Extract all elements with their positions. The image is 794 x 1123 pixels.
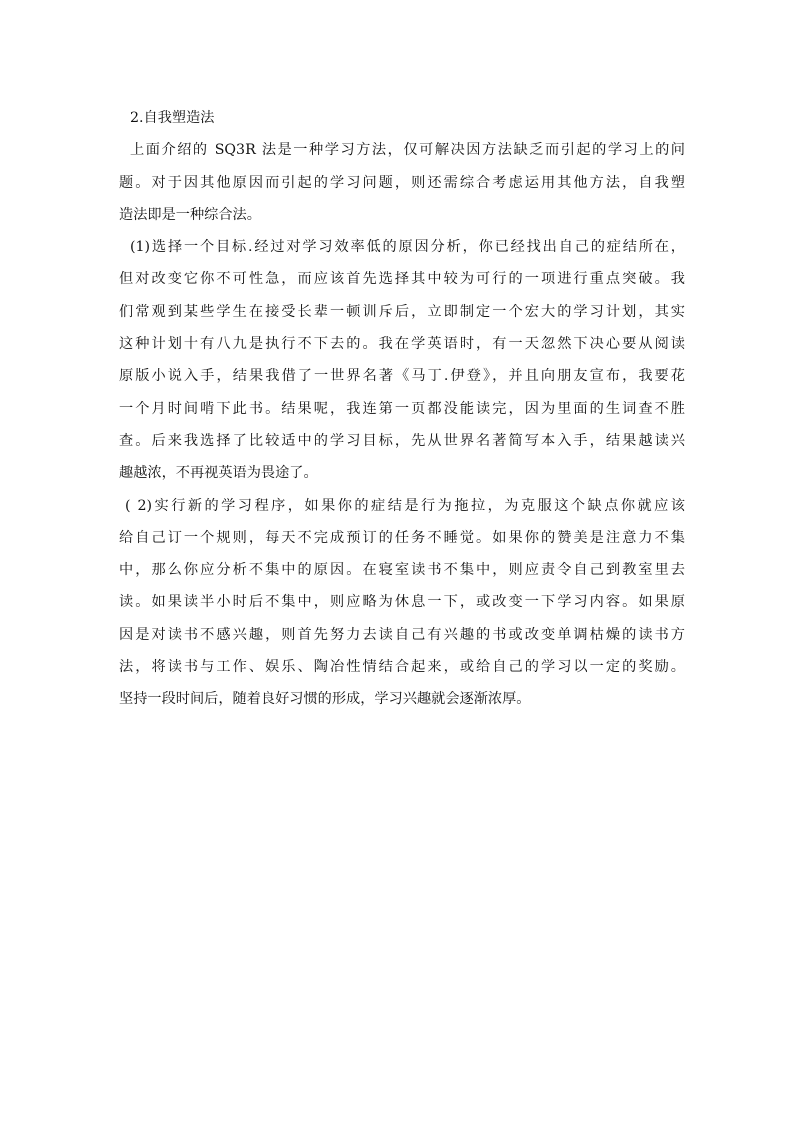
text-line: 上面介绍的 SQ3R 法是一种学习方法，仅可解决因方法缺乏而引起的学习上的问: [130, 142, 685, 159]
text-line: ( 2)实行新的学习程序，如果你的症结是行为拖拉，为克服这个缺点你就应该: [125, 497, 685, 514]
text-line: 但对改变它你不可性急，而应该首先选择其中较为可行的一项进行重点突破。我: [119, 271, 685, 288]
text-line: 法，将读书与工作、娱乐、陶冶性情结合起来，或给自己的学习以一定的奖励。: [119, 659, 685, 676]
text-line: 读。如果读半小时后不集中，则应略为休息一下，或改变一下学习内容。如果原: [119, 594, 685, 611]
text-line: 原版小说入手，结果我借了一世界名著《马丁.伊登》，并且向朋友宣布，我要花: [119, 368, 685, 385]
text-line: 查。后来我选择了比较适中的学习目标，先从世界名著简写本入手，结果越读兴: [119, 432, 685, 449]
text-line: 一个月时间啃下此书。结果呢，我连第一页都没能读完，因为里面的生词查不胜: [119, 400, 685, 417]
text-line: (1)选择一个目标.经过对学习效率低的原因分析，你已经找出自己的症结所在，: [130, 239, 685, 256]
text-line: 给自己订一个规则，每天不完成预订的任务不睡觉。如果你的赞美是注意力不集: [119, 529, 685, 546]
document-body: [119, 102, 685, 716]
paragraph-intro: [119, 134, 685, 231]
text-line: 坚持一段时间后，随着良好习惯的形成，学习兴趣就会逐渐浓厚。: [119, 691, 531, 708]
text-line: 造法即是一种综合法。: [119, 206, 261, 223]
text-line: 们常观到某些学生在接受长辈一顿训斥后，立即制定一个宏大的学习计划，其实: [119, 303, 685, 320]
paragraph-point-1: [119, 231, 685, 489]
text-line: 因是对读书不感兴趣，则首先努力去读自己有兴趣的书或改变单调枯燥的读书方: [119, 626, 685, 643]
section-heading: 2.自我塑造法: [130, 110, 215, 126]
text-line: 中，那么你应分析不集中的原因。在寝室读书不集中，则应责令自己到教室里去: [119, 562, 685, 579]
paragraph-point-2: [119, 490, 685, 716]
text-line: 题。对于因其他原因而引起的学习问题，则还需综合考虑运用其他方法，自我塑: [119, 174, 685, 191]
text-line: 趣越浓，不再视英语为畏途了。: [119, 465, 318, 482]
text-line: 这种计划十有八九是执行不下去的。我在学英语时，有一天忽然下决心要从阅读: [119, 336, 685, 353]
